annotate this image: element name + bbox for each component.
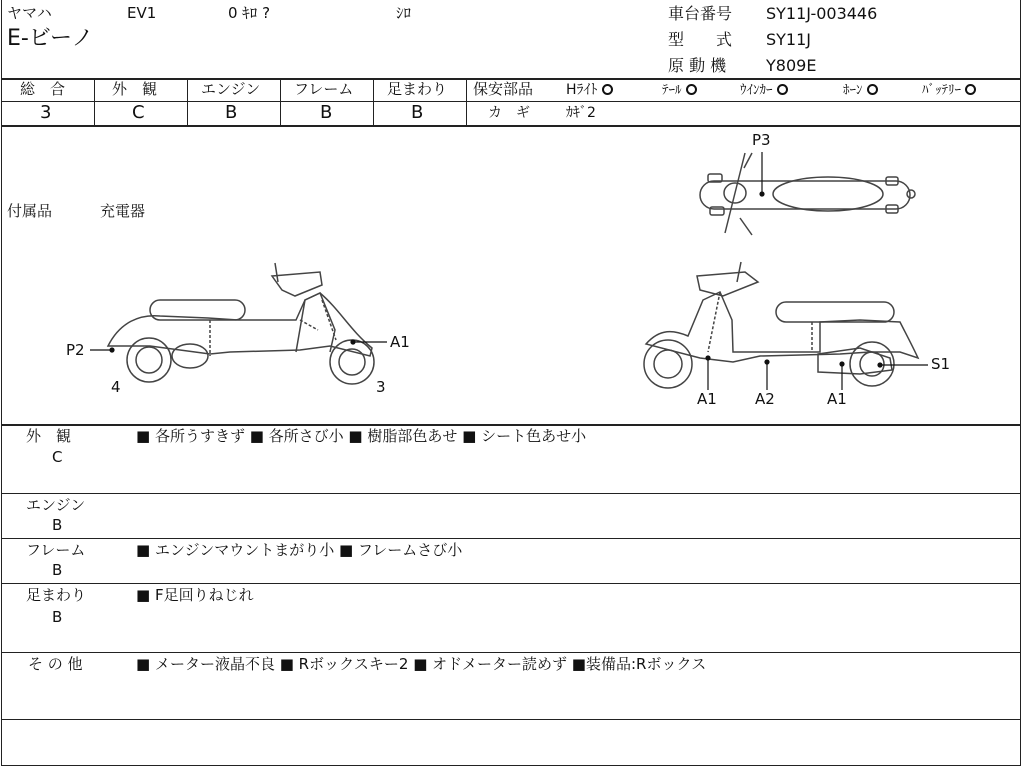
safety-item: ﾎｰﾝ	[843, 84, 878, 97]
note-label-frame: フレーム	[26, 541, 86, 559]
note-text-exterior: ■ 各所うすきず ■ 各所さび小 ■ 樹脂部色あせ ■ シート色あせ小	[136, 427, 587, 445]
divider	[1, 538, 1021, 539]
note-text-other: ■ メーター液晶不良 ■ Rボックスキー2 ■ オドメーター読めず ■装備品:Rボックス	[136, 655, 707, 673]
accessories-label: 付属品	[7, 202, 53, 220]
divider	[1, 424, 1021, 426]
model-code: EV1	[127, 4, 157, 22]
note-grade-engine: B	[52, 516, 63, 534]
grade-overall-value: 3	[40, 102, 52, 123]
label-a1-right-2: A1	[827, 390, 847, 408]
divider	[187, 79, 188, 125]
type-label: 型 式	[668, 30, 733, 49]
label-num-3: 3	[376, 378, 386, 396]
label-a2: A2	[755, 390, 775, 408]
safety-label: 保安部品	[473, 80, 534, 98]
ok-circle-icon	[965, 84, 976, 95]
note-label-suspension: 足まわり	[26, 586, 87, 604]
mileage: 0 ｷﾛ ?	[228, 4, 271, 22]
label-p2: P2	[66, 341, 85, 359]
safety-item: ﾊﾞｯﾃﾘｰ	[922, 84, 976, 97]
grade-exterior-label: 外 観	[112, 80, 158, 98]
note-grade-frame: B	[52, 561, 63, 579]
note-grade-exterior: C	[52, 448, 63, 466]
key-label: カ ギ	[488, 105, 530, 121]
note-label-engine: エンジン	[26, 496, 86, 514]
color: ｼﾛ	[396, 4, 412, 22]
note-label-other: そ の 他	[28, 655, 83, 673]
grade-frame-label: フレーム	[294, 80, 354, 98]
ok-circle-icon	[602, 84, 613, 95]
type-value: SY11J	[766, 30, 812, 49]
divider	[467, 101, 1021, 102]
note-text-suspension: ■ F足回りねじれ	[136, 586, 254, 604]
grade-frame-value: B	[320, 102, 333, 123]
frame-no-label: 車台番号	[668, 4, 733, 23]
accessories-value: 充電器	[100, 202, 146, 220]
divider	[1, 652, 1021, 653]
divider	[94, 79, 95, 125]
label-p3: P3	[752, 131, 771, 149]
divider	[1, 493, 1021, 494]
ok-circle-icon	[867, 84, 878, 95]
note-label-exterior: 外 観	[26, 427, 72, 445]
safety-item: ｳｲﾝｶｰ	[740, 84, 788, 97]
label-a1-left: A1	[390, 333, 410, 351]
note-text-frame: ■ エンジンマウントまがり小 ■ フレームさび小	[136, 541, 463, 559]
label-num-4: 4	[111, 378, 121, 396]
note-grade-suspension: B	[52, 608, 63, 626]
engine-value: Y809E	[766, 56, 817, 75]
grade-suspension-value: B	[411, 102, 424, 123]
grade-engine-value: B	[225, 102, 238, 123]
ok-circle-icon	[777, 84, 788, 95]
divider	[1, 125, 1021, 127]
key-value: ｶｷﾞ2	[566, 105, 596, 121]
grade-engine-label: エンジン	[201, 80, 261, 98]
divider	[280, 79, 281, 125]
engine-label: 原 動 機	[668, 56, 727, 75]
safety-item: Hﾗｲﾄ	[566, 83, 613, 97]
model-name: E-ビーノ	[7, 26, 94, 51]
divider	[466, 79, 467, 125]
grade-exterior-value: C	[132, 102, 145, 123]
grade-overall-label: 総 合	[20, 80, 66, 98]
frame-no: SY11J-003446	[766, 4, 878, 23]
maker: ヤマハ	[7, 4, 52, 22]
divider	[1, 719, 1021, 720]
ok-circle-icon	[686, 84, 697, 95]
divider	[373, 79, 374, 125]
label-s1: S1	[931, 355, 951, 373]
label-a1-right-1: A1	[697, 390, 717, 408]
divider	[1, 583, 1021, 584]
grade-suspension-label: 足まわり	[387, 80, 448, 98]
safety-item: ﾃｰﾙ	[662, 84, 697, 97]
